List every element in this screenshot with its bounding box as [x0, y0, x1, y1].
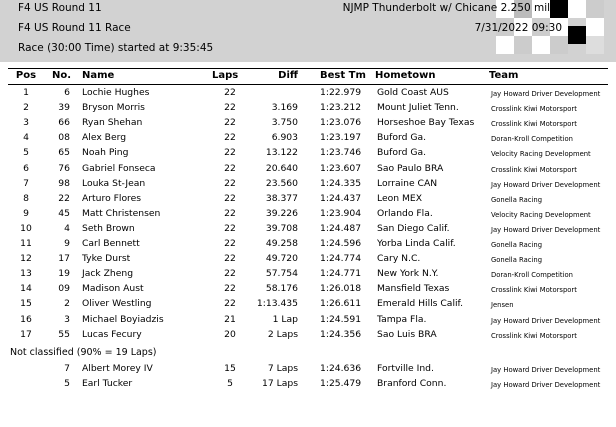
cell-pos: 17 [20, 328, 32, 340]
cell-team: Crosslink Kiwi Motorsport [491, 120, 577, 129]
cell-pos: 9 [23, 207, 29, 219]
col-pos: Pos [15, 70, 37, 81]
cell-laps: 22 [224, 177, 236, 189]
header-divider [8, 84, 608, 85]
cell-diff: 3.750 [271, 117, 298, 129]
cell-best: 1:24.774 [320, 253, 362, 265]
cell-laps: 22 [224, 117, 236, 129]
cell-team: Jay Howard Driver Development [491, 90, 601, 98]
cell-diff: 58.176 [265, 283, 298, 295]
cell-best: 1:23.076 [320, 117, 362, 129]
cell-name: Carl Bennett [82, 238, 140, 249]
cell-pos: 5 [23, 147, 29, 159]
cell-laps: 22 [224, 253, 236, 265]
cell-best: 1:23.746 [320, 147, 362, 159]
cell-laps: 20 [224, 328, 236, 340]
cell-laps: 15 [224, 363, 236, 374]
cell-name: Bryson Morris [82, 102, 145, 114]
cell-laps: 22 [224, 192, 236, 204]
cell-diff: 20.640 [265, 162, 298, 174]
cell-name: Madison Aust [82, 283, 144, 295]
cell-name: Michael Boyiadzis [82, 313, 164, 325]
cell-team: Jay Howard Driver Development [491, 366, 601, 374]
cell-laps: 22 [224, 162, 236, 174]
cell-best: 1:23.607 [320, 162, 362, 174]
cell-pos: 12 [20, 253, 32, 265]
cell-team: Jay Howard Driver Development [491, 180, 601, 189]
cell-diff: 39.226 [265, 207, 298, 219]
cell-no: 66 [58, 117, 70, 129]
not-classified-label: Not classified (90% = 19 Laps) [10, 347, 157, 358]
cell-diff: 57.754 [265, 268, 298, 280]
cell-hometown: Buford Ga. [377, 132, 427, 144]
col-laps: Laps [212, 70, 239, 81]
cell-team: Gonella Racing [491, 195, 543, 204]
cell-name: Jack Zheng [82, 268, 134, 280]
cell-name: Oliver Westling [82, 298, 152, 310]
cell-pos: 8 [23, 192, 29, 204]
cell-best: 1:24.437 [320, 192, 362, 204]
cell-pos: 13 [20, 268, 32, 280]
cell-best: 1:24.487 [320, 222, 362, 234]
cell-diff: 13.122 [265, 147, 298, 159]
cell-best: 1:24.771 [320, 268, 362, 280]
cell-team: Velocity Racing Development [491, 150, 591, 159]
cell-pos: 10 [20, 222, 32, 234]
cell-no: 76 [58, 162, 70, 174]
cell-laps: 22 [224, 298, 236, 310]
cell-pos: 14 [20, 283, 32, 295]
cell-best: 1:24.591 [320, 313, 362, 325]
col-hometown: Hometown [375, 70, 436, 81]
cell-no: 2 [64, 298, 70, 310]
cell-hometown: Horseshoe Bay Texas [377, 117, 475, 129]
cell-laps: 22 [224, 207, 236, 219]
cell-laps: 22 [224, 222, 236, 234]
col-diff: Diff [278, 70, 298, 81]
cell-no: 09 [58, 283, 70, 295]
cell-team: Crosslink Kiwi Motorsport [491, 331, 577, 340]
cell-laps: 22 [224, 87, 236, 98]
cell-hometown: Lorraine CAN [377, 177, 438, 189]
cell-name: Ryan Shehan [82, 117, 143, 129]
cell-laps: 22 [224, 268, 236, 280]
cell-laps: 21 [224, 313, 236, 325]
cell-pos: 16 [20, 313, 32, 325]
cell-pos: 7 [23, 177, 29, 189]
cell-best: 1:23.212 [320, 102, 362, 114]
col-name: Name [82, 70, 115, 81]
cell-name: Lucas Fecury [82, 328, 142, 340]
cell-no: 45 [58, 207, 70, 219]
cell-pos: 2 [23, 102, 29, 114]
cell-diff: 23.560 [265, 177, 298, 189]
cell-team: Jay Howard Driver Development [491, 316, 601, 325]
cell-team: Gonella Racing [491, 256, 543, 265]
cell-no: 39 [58, 102, 70, 114]
cell-hometown: Branford Conn. [377, 377, 447, 389]
cell-no: 6 [64, 87, 70, 98]
cell-no: 9 [64, 238, 70, 249]
cell-best: 1:24.335 [320, 177, 362, 189]
cell-hometown: Fortville Ind. [377, 363, 434, 374]
cell-best: 1:24.596 [320, 238, 362, 249]
cell-diff: 49.258 [265, 238, 298, 249]
cell-name: Tyke Durst [82, 253, 131, 265]
cell-pos: 4 [23, 132, 29, 144]
cell-name: Louka St-Jean [82, 177, 146, 189]
cell-team: Jensen [491, 301, 514, 310]
cell-hometown: Sao Paulo BRA [377, 162, 444, 174]
cell-name: Noah Ping [82, 147, 129, 159]
cell-no: 7 [64, 363, 70, 374]
cell-best: 1:26.611 [320, 298, 362, 310]
cell-team: Jay Howard Driver Development [491, 225, 601, 234]
cell-diff: 49.720 [265, 253, 298, 265]
cell-hometown: Yorba Linda Calif. [377, 238, 456, 249]
cell-team: Crosslink Kiwi Motorsport [491, 165, 577, 174]
cell-name: Matt Christensen [82, 207, 161, 219]
cell-best: 1:26.018 [320, 283, 362, 295]
cell-name: Arturo Flores [82, 192, 142, 204]
cell-best: 1:24.636 [320, 363, 362, 374]
cell-team: Jay Howard Driver Development [491, 380, 601, 389]
cell-diff: 38.377 [265, 192, 298, 204]
col-no: No. [52, 70, 72, 81]
event-title: F4 US Round 11 [18, 2, 102, 14]
cell-pos: 11 [20, 238, 32, 249]
cell-hometown: Emerald Hills Calif. [377, 298, 464, 310]
top-divider [8, 68, 608, 69]
cell-hometown: Buford Ga. [377, 147, 427, 159]
cell-no: 55 [58, 328, 70, 340]
cell-hometown: Tampa Fla. [377, 313, 427, 325]
cell-diff: 2 Laps [267, 328, 298, 340]
cell-no: 19 [58, 268, 70, 280]
cell-team: Crosslink Kiwi Motorsport [491, 105, 577, 114]
cell-laps: 22 [224, 147, 236, 159]
cell-team: Doran-Kroll Competition [491, 271, 573, 280]
cell-hometown: Leon MEX [377, 192, 422, 204]
cell-no: 4 [64, 222, 70, 234]
session-title: F4 US Round 11 Race [18, 22, 131, 34]
cell-best: 1:23.197 [320, 132, 362, 144]
cell-diff: 39.708 [265, 222, 298, 234]
cell-team: Doran-Kroll Competition [491, 135, 573, 144]
cell-name: Albert Morey IV [82, 363, 153, 374]
cell-pos: 1 [23, 87, 29, 98]
col-best: Best Tm [320, 70, 366, 81]
cell-hometown: Sao Luis BRA [377, 328, 437, 340]
cell-hometown: New York N.Y. [377, 268, 439, 280]
cell-hometown: San Diego Calif. [377, 222, 450, 234]
cell-hometown: Gold Coast AUS [377, 87, 449, 98]
cell-diff: 7 Laps [267, 363, 298, 374]
cell-laps: 22 [224, 132, 236, 144]
cell-pos: 15 [20, 298, 32, 310]
cell-pos: 6 [23, 162, 29, 174]
cell-no: 08 [58, 132, 70, 144]
cell-name: Alex Berg [82, 132, 127, 144]
cell-team: Velocity Racing Development [491, 210, 591, 219]
cell-team: Crosslink Kiwi Motorsport [491, 286, 577, 295]
cell-diff: 3.169 [271, 102, 298, 114]
cell-best: 1:23.904 [320, 207, 362, 219]
cell-diff: 1:13.435 [256, 298, 298, 310]
cell-name: Seth Brown [82, 222, 135, 234]
cell-no: 98 [58, 177, 70, 189]
cell-hometown: Cary N.C. [377, 253, 421, 265]
cell-best: 1:24.356 [320, 328, 362, 340]
cell-no: 17 [58, 253, 70, 265]
col-team: Team [489, 70, 519, 81]
cell-best: 1:22.979 [320, 87, 362, 98]
cell-diff: 1 Lap [272, 313, 298, 325]
cell-diff: 6.903 [271, 132, 298, 144]
cell-hometown: Mansfield Texas [377, 283, 450, 295]
cell-no: 22 [58, 192, 70, 204]
cell-diff: 17 Laps [262, 377, 298, 389]
race-info: Race (30:00 Time) started at 9:35:45 [18, 42, 214, 54]
cell-hometown: Orlando Fla. [377, 207, 433, 219]
cell-hometown: Mount Juliet Tenn. [377, 102, 459, 114]
cell-name: Gabriel Fonseca [82, 162, 156, 174]
report-header [0, 0, 616, 62]
cell-laps: 22 [224, 102, 236, 114]
cell-best: 1:25.479 [320, 377, 362, 389]
cell-laps: 22 [224, 238, 236, 249]
cell-pos: 3 [23, 117, 29, 129]
cell-no: 65 [58, 147, 70, 159]
track-name: NJMP Thunderbolt w/ Chicane 2.250 miles [342, 2, 562, 14]
cell-name: Lochie Hughes [82, 87, 150, 98]
cell-laps: 5 [227, 377, 233, 389]
report-date: 7/31/2022 09:30 [474, 22, 562, 34]
cell-team: Gonella Racing [491, 241, 543, 249]
cell-name: Earl Tucker [82, 377, 133, 389]
cell-laps: 22 [224, 283, 236, 295]
cell-no: 5 [64, 377, 70, 389]
cell-no: 3 [64, 313, 70, 325]
